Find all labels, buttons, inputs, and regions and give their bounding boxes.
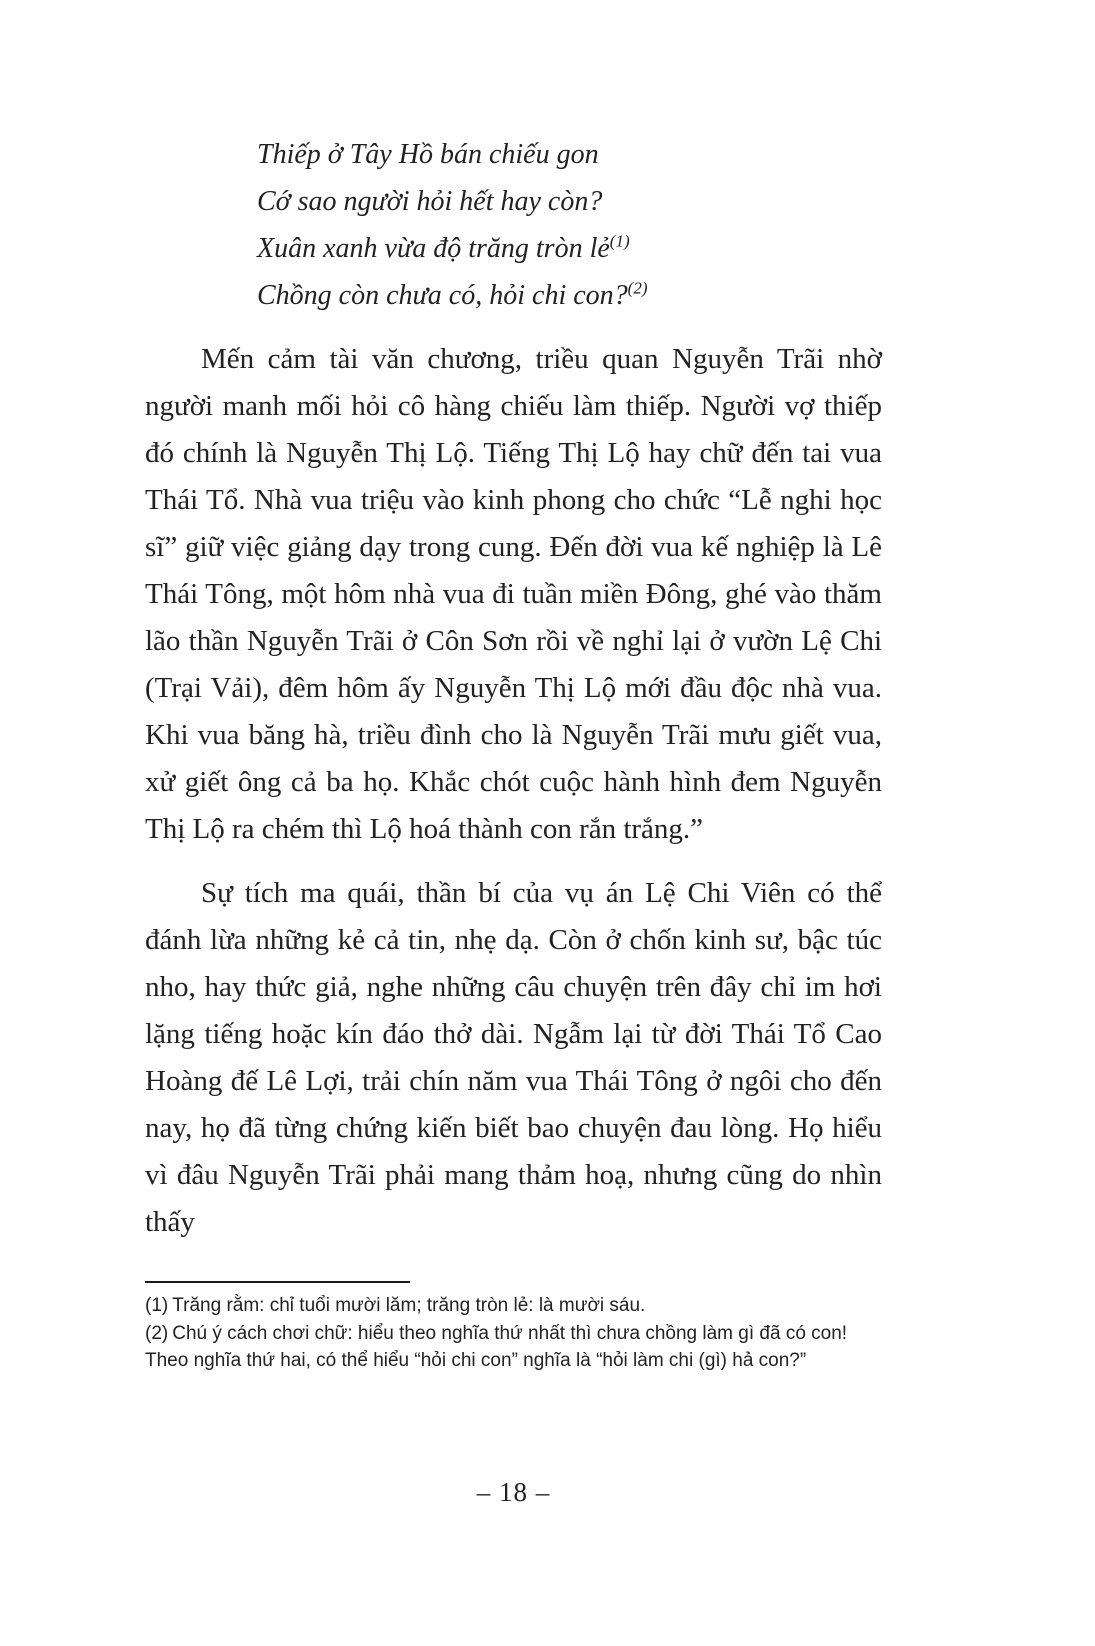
- footnote-ref: (2): [627, 278, 648, 298]
- poem: [257, 131, 882, 319]
- poem-line: [257, 131, 882, 178]
- footnote-text: Trăng rằm: chỉ tuổi mười lăm; trăng tròn lẻ: là mười sáu.: [172, 1295, 646, 1316]
- footnote-ref: (1): [609, 231, 630, 251]
- body-paragraph: Sự tích ma quái, thần bí của vụ án Lệ Chi Viên có thể đánh lừa những kẻ cả tin, nhẹ dạ. Còn ở chốn kinh sư, bậc túc nho, hay thức giả, nghe những câu chuyện trên đây chỉ im hơi lặng tiếng hoặc kín đáo thở dài. Ngẫm lại từ đời Thái Tổ Cao Hoàng đế Lê Lợi, trải chín năm vua Thái Tông ở ngôi cho đến nay, họ đã từng chứng kiến biết bao chuyện đau lòng. Họ hiểu vì đâu Nguyễn Trãi phải mang thảm hoạ, nhưng cũng do nhìn thấy: [145, 877, 882, 1238]
- poem-line-text: Thiếp ở Tây Hồ bán chiếu gon: [257, 139, 599, 170]
- poem-line-text: Xuân xanh vừa độ trăng tròn lẻ: [257, 233, 610, 264]
- poem-line: [257, 225, 882, 272]
- body-paragraph: Mến cảm tài văn chương, triều quan Nguyễn Trãi nhờ người manh mối hỏi cô hàng chiếu làm thiếp. Người vợ thiếp đó chính là Nguyễn Thị Lộ. Tiếng Thị Lộ hay chữ đến tai vua Thái Tổ. Nhà vua triệu vào kinh phong cho chức “Lễ nghi học sĩ” giữ việc giảng dạy trong cung. Đến đời vua kế nghiệp là Lê Thái Tông, một hôm nhà vua đi tuần miền Đông, ghé vào thăm lão thần Nguyễn Trãi ở Côn Sơn rồi về nghỉ lại ở vườn Lệ Chi (Trại Vải), đêm hôm ấy Nguyễn Thị Lộ mới đầu độc nhà vua. Khi vua băng hà, triều đình cho là Nguyễn Trãi mưu giết vua, xử giết ông cả ba họ. Khắc chót cuộc hành hình đem Nguyễn Thị Lộ ra chém thì Lộ hoá thành con rắn trắng.”: [145, 343, 882, 845]
- poem-line-text: Chồng còn chưa có, hỏi chi con?: [257, 280, 628, 311]
- footnote-marker: (1): [145, 1295, 169, 1316]
- poem-line: [257, 178, 882, 225]
- footnote-marker: (2): [145, 1322, 169, 1344]
- footnote: [145, 1292, 882, 1320]
- footnotes-section: [145, 1281, 882, 1375]
- footnote-separator: [145, 1281, 410, 1283]
- poem-line-text: Cớ sao người hỏi hết hay còn?: [257, 186, 603, 217]
- footnote-text: Chú ý cách chơi chữ: hiểu theo nghĩa thứ nhất thì chưa chồng làm gì đã có con! Theo nghĩa thứ hai, có thể hiểu “hỏi chi con” nghĩa là “hỏi làm chi (gì) hả con?”: [145, 1322, 848, 1371]
- text-column: [145, 0, 882, 1246]
- page-number: – 18 –: [476, 1477, 551, 1507]
- footnote: [145, 1320, 882, 1375]
- poem-line: [257, 272, 882, 319]
